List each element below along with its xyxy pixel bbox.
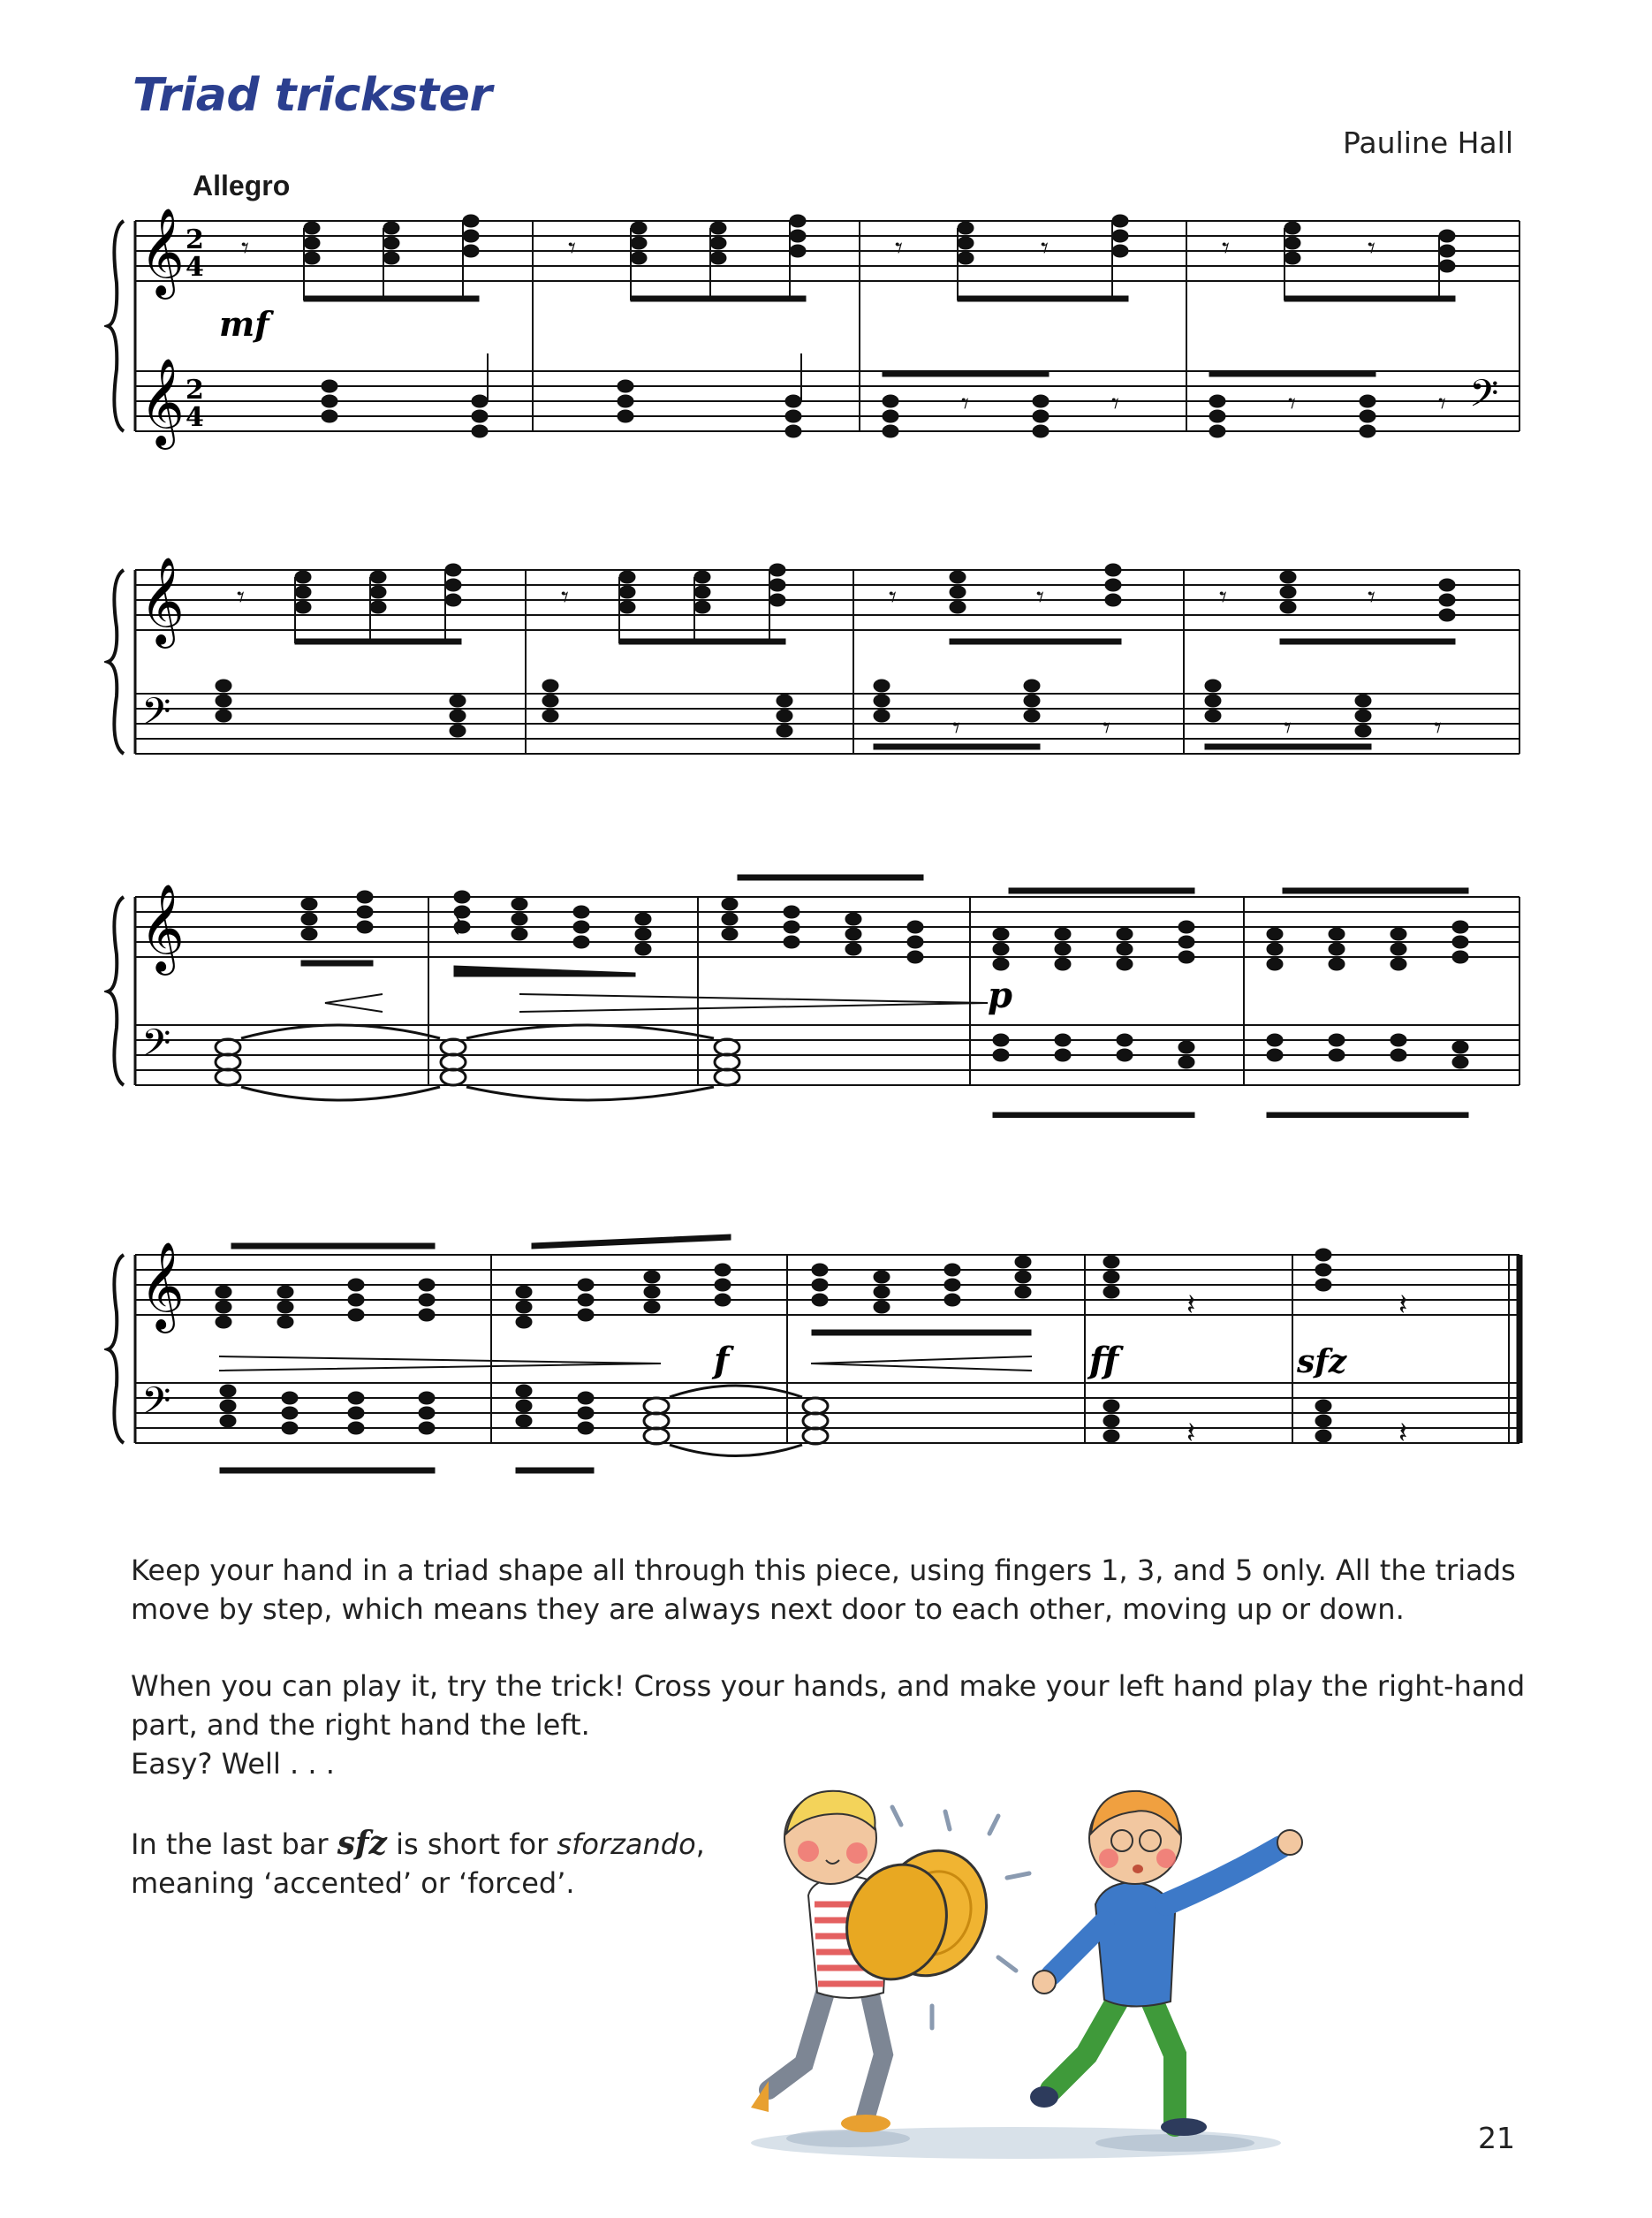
treble-clef-icon: 𝄞 — [140, 358, 185, 446]
svg-text:𝄾: 𝄾 — [1438, 386, 1447, 422]
svg-text:𝄾: 𝄾 — [237, 580, 246, 615]
music-system-2 — [104, 539, 1535, 778]
music-system-1 — [104, 203, 1535, 468]
staff-system-2 — [104, 539, 1535, 778]
music-system-3 — [104, 862, 1535, 1118]
svg-text:𝄾: 𝄾 — [1284, 710, 1292, 746]
svg-text:𝄾: 𝄾 — [1111, 386, 1120, 422]
piece-title: Triad trickster — [133, 69, 492, 122]
svg-text:𝄾: 𝄾 — [241, 231, 250, 266]
svg-text:𝄾: 𝄾 — [1288, 386, 1297, 422]
bass-clef-icon: 𝄢 — [141, 1379, 171, 1432]
svg-text:2: 2 — [186, 224, 204, 255]
treble-clef-icon: 𝄞 — [140, 1242, 185, 1330]
sforzando-term: sforzando — [557, 1827, 696, 1861]
svg-text:𝄾: 𝄾 — [1041, 231, 1050, 266]
svg-text:𝄾: 𝄾 — [568, 231, 577, 266]
svg-text:4: 4 — [186, 402, 204, 433]
bass-clef-icon: 𝄢 — [1469, 372, 1499, 425]
svg-text:𝄾: 𝄾 — [1368, 231, 1376, 266]
staff-system-1 — [104, 203, 1535, 468]
svg-text:𝄾: 𝄾 — [895, 231, 904, 266]
text-fragment: , meaning ‘accented’ or ‘forced’. — [131, 1827, 705, 1900]
chord-group — [304, 215, 479, 301]
svg-text:𝄾: 𝄾 — [952, 710, 961, 746]
composer-name: Pauline Hall — [1343, 125, 1513, 160]
svg-text:𝄽: 𝄽 — [1186, 1416, 1196, 1451]
bass-clef-icon: 𝄢 — [141, 1022, 171, 1075]
page-number: 21 — [1478, 2121, 1515, 2155]
svg-text:𝄽: 𝄽 — [1186, 1288, 1196, 1323]
treble-clef-icon: 𝄞 — [140, 884, 185, 972]
svg-text:𝄾: 𝄾 — [1036, 580, 1045, 615]
instruction-paragraph-1: Keep your hand in a triad shape all through this piece, using fingers 1, 3, and 5 only. All the triads move by step, which means they are always next door to each other, moving up or down. — [131, 1553, 1516, 1626]
svg-text:𝄽: 𝄽 — [1398, 1288, 1408, 1323]
two-children-cymbals-illustration — [733, 1772, 1369, 2173]
treble-clef-icon: 𝄞 — [140, 208, 185, 296]
svg-text:𝄾: 𝄾 — [889, 580, 898, 615]
instruction-line: When you can play it, try the trick! Cross your hands, and make your left hand play the right-hand part, and the right hand the left. — [131, 1669, 1526, 1742]
music-system-4 — [104, 1224, 1535, 1489]
svg-text:2: 2 — [186, 375, 204, 406]
instruction-line: Easy? Well . . . — [131, 1747, 335, 1781]
tempo-marking: Allegro — [193, 170, 291, 201]
instruction-paragraph-2 — [131, 1667, 1544, 1783]
dynamic-sfz: sfz — [1297, 1343, 1347, 1380]
bass-clef-icon: 𝄢 — [141, 690, 171, 743]
treble-clef-icon: 𝄞 — [140, 557, 185, 645]
dynamic-ff: ff — [1089, 1340, 1119, 1381]
svg-text:𝄽: 𝄽 — [1398, 1416, 1408, 1451]
dynamic-p: p — [988, 975, 1012, 1016]
staff-system-3 — [104, 862, 1535, 1118]
dynamic-f: f — [714, 1340, 730, 1381]
staff-system-4 — [104, 1224, 1535, 1489]
svg-text:𝄾: 𝄾 — [561, 580, 570, 615]
sfz-term: sfz — [337, 1825, 387, 1862]
svg-text:4: 4 — [186, 252, 204, 283]
text-fragment: In the last bar — [131, 1827, 337, 1861]
instruction-paragraph-3 — [131, 1824, 749, 1903]
svg-text:𝄾: 𝄾 — [1434, 710, 1443, 746]
dynamic-mf: mf — [219, 304, 269, 344]
svg-text:𝄾: 𝄾 — [1222, 231, 1231, 266]
svg-text:𝄾: 𝄾 — [961, 386, 970, 422]
text-fragment: is short for — [386, 1827, 557, 1861]
svg-text:𝄾: 𝄾 — [1103, 710, 1111, 746]
svg-text:𝄾: 𝄾 — [1219, 580, 1228, 615]
svg-text:𝄾: 𝄾 — [1368, 580, 1376, 615]
